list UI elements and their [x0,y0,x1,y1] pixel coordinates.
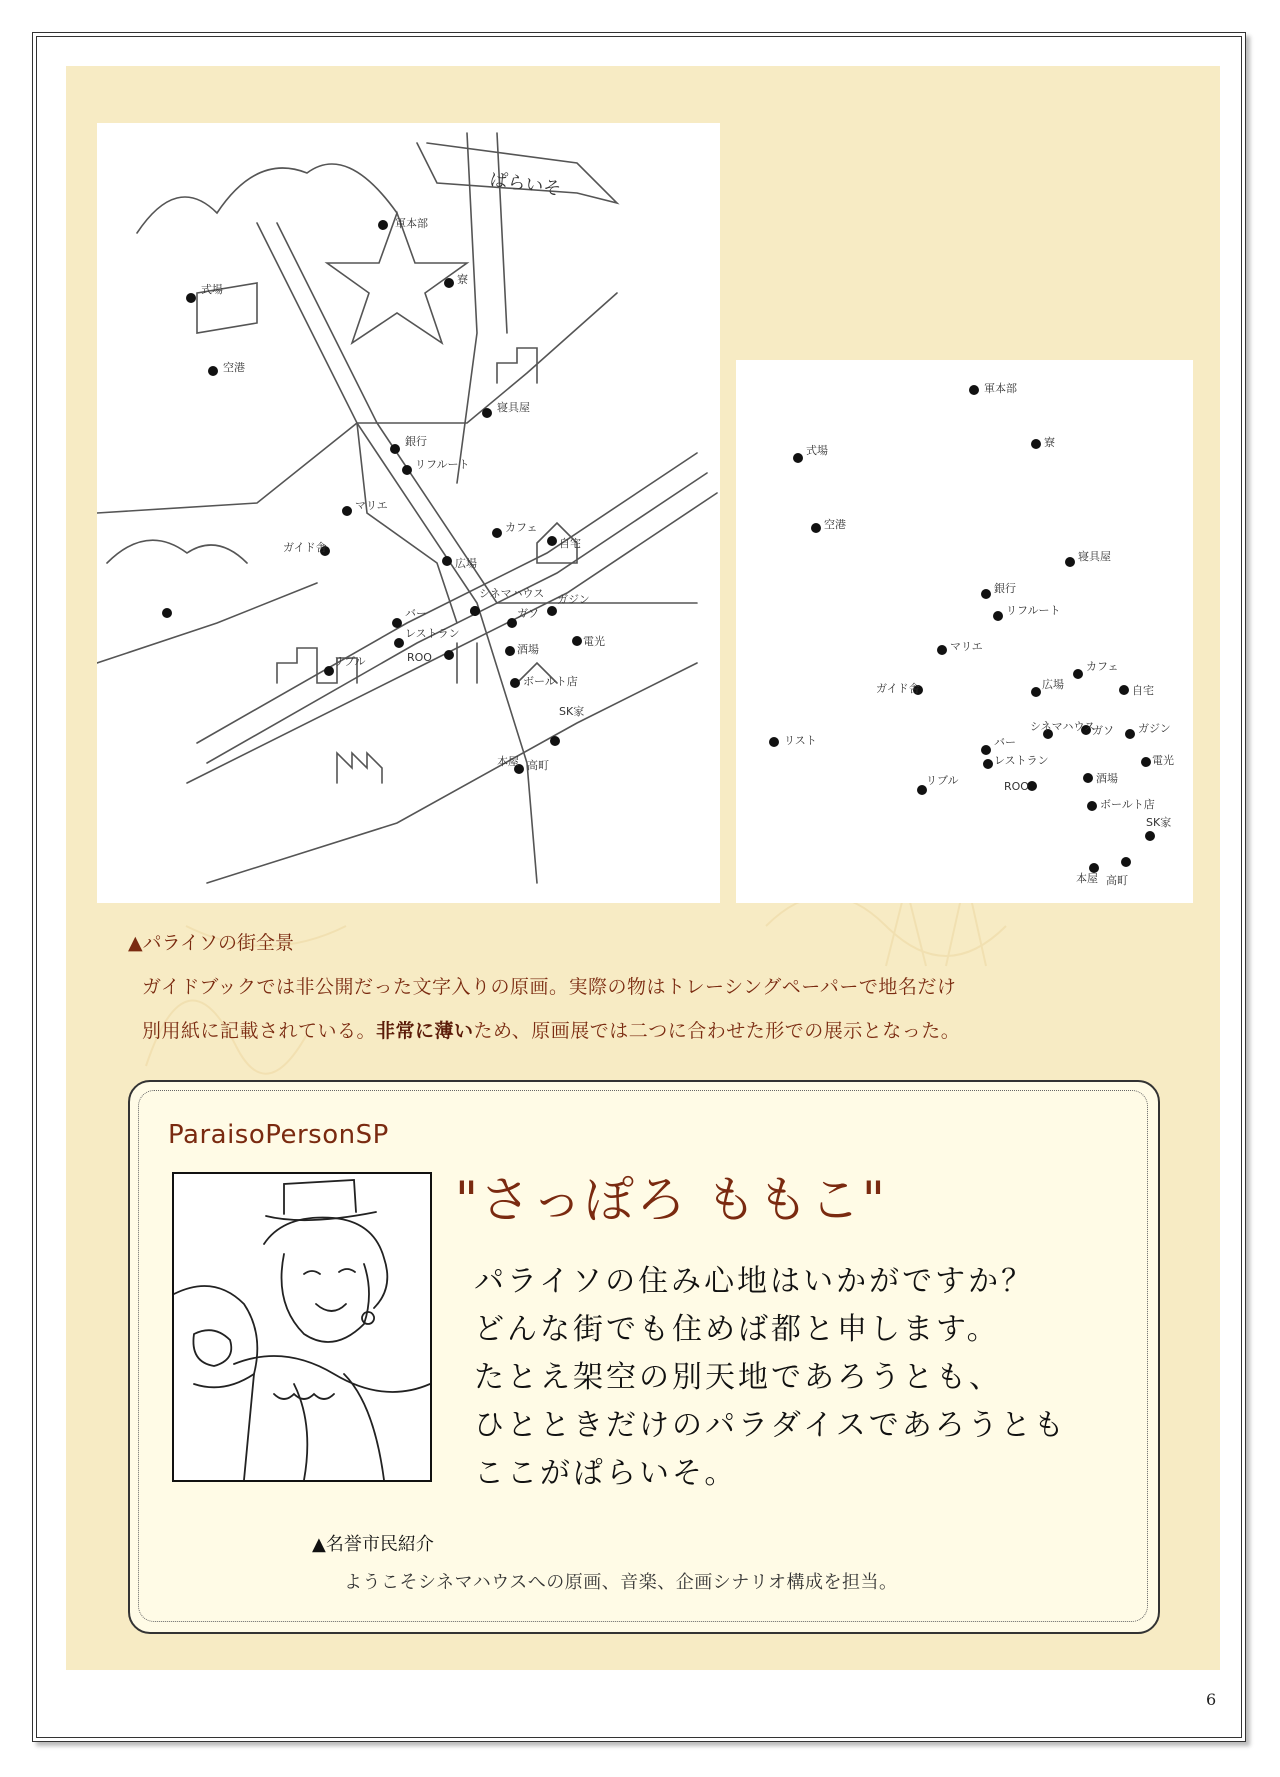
road [97,423,357,513]
map-label: シネマハウス [1030,720,1096,733]
map-label: ガイド舎 [283,541,327,554]
road [357,293,617,423]
map-label: 広場 [455,557,477,570]
map-label: ボールト店 [523,675,578,688]
map-label: リスト [784,734,817,747]
body [234,1356,430,1392]
map-label: 寝具屋 [497,401,530,414]
map-label: ガジン [1138,722,1171,735]
fist [193,1330,231,1366]
bridge [457,643,477,683]
river [197,453,697,743]
caption-text: ため、原画展では二つに合わせた形での展示となった。 [473,1020,961,1042]
map-label: 空港 [223,361,245,374]
map-banner-label: ぱらいそ [488,169,563,200]
map-label: 寮 [457,273,468,286]
map-label: シネマハウス [479,587,545,600]
quote-line: パライソの住み心地はいかがですか？ [474,1264,1035,1299]
map-sketch-with-labels [97,123,720,903]
map-label: 酒場 [1096,772,1118,785]
quote-line: ひとときだけのパラダイスであろうとも [474,1408,1067,1443]
map-label: カフェ [1086,660,1119,673]
caption-text: 別用紙に記載されている。 [142,1020,377,1042]
person-name-title: "さっぽろ ももこ" [455,1171,887,1229]
map-label: 高町 [1106,874,1128,887]
intro-text: ようこそシネマハウスへの原画、音楽、企画シナリオ構成を担当。 [344,1572,898,1593]
map-caption-title: ▲パライソの街全景 [128,932,295,954]
earring [362,1312,374,1324]
map-label: 寮 [1044,436,1055,449]
factory [337,753,382,783]
map-label: リフルート [1006,604,1061,617]
river [207,473,707,763]
map-label: 電光 [583,635,605,648]
overlay-dots [769,385,1155,873]
map-label: レストラン [994,754,1049,767]
arm [174,1286,257,1387]
road [357,423,457,623]
map-label: 本屋 [1076,872,1098,885]
map-label: リブル [333,655,366,668]
map-label: 軍本部 [395,217,428,230]
map-label: 軍本部 [984,382,1017,395]
mountain [137,164,397,233]
ruffle [274,1394,334,1399]
map-label: 式場 [806,444,828,457]
map-label: SK家 [1146,816,1172,829]
map-label: ボールト店 [1100,798,1155,811]
map-label: ガソ [517,607,539,620]
map-caption-line-2 [142,1016,960,1043]
map-label: リフルート [415,458,470,471]
map-label: 式場 [201,283,223,296]
page-number: 6 [1206,1690,1217,1709]
section-brand: ParaisoPersonSP [168,1120,389,1150]
eye [304,1269,355,1274]
quote-line: ここがぱらいそ。 [474,1456,738,1491]
road [97,583,317,663]
map-label: 本屋 [497,755,519,768]
map-label: 広場 [1042,678,1064,691]
intro-title: ▲名誉市民紹介 [312,1534,434,1555]
map-label: リブル [926,774,959,787]
map-label: 自宅 [1132,684,1154,697]
map-label: 寝具屋 [1078,550,1111,563]
map-label: 電光 [1152,754,1174,767]
portrait-drawing [174,1174,430,1480]
map-label: バー [405,607,427,620]
map-label: SK家 [559,705,585,718]
portrait-sketch [172,1172,432,1482]
map-label: ROO [1004,780,1029,793]
smile [316,1304,346,1311]
map-label: 酒場 [517,643,539,656]
dress [244,1374,384,1480]
map-label: レストラン [405,627,460,640]
mountain [107,540,247,563]
map-label: カフェ [505,521,538,534]
caption-emphasis: 非常に薄い [376,1020,474,1042]
map-label: マリエ [355,499,388,512]
map-label: 銀行 [405,435,427,448]
map-labels-drawing [736,360,1193,903]
map-label: ガジン [557,593,590,606]
map-label: ROO [407,651,432,664]
quote-line: どんな街でも住めば都と申します。 [474,1312,1000,1347]
map-caption-line-1: ガイドブックでは非公開だった文字入りの原画。実際の物はトレーシングペーパーで地名だけ [142,976,957,998]
map-sketch-drawing [97,123,720,903]
map-label: 銀行 [994,582,1016,595]
map-label: 自宅 [559,537,581,550]
map-label: 高町 [527,759,549,772]
building [497,348,537,383]
map-label: マリエ [950,640,983,653]
star-castle [327,213,467,343]
map-label: 空港 [824,518,846,531]
map-label: ガソ [1092,724,1114,737]
road [497,133,507,333]
map-label: ガイド舎 [876,682,920,695]
hat [266,1180,376,1220]
map-labels-overlay [736,360,1193,903]
map-label: バー [994,736,1016,749]
quote-line: たとえ架空の別天地であろうとも、 [474,1360,1002,1395]
face [282,1254,370,1342]
